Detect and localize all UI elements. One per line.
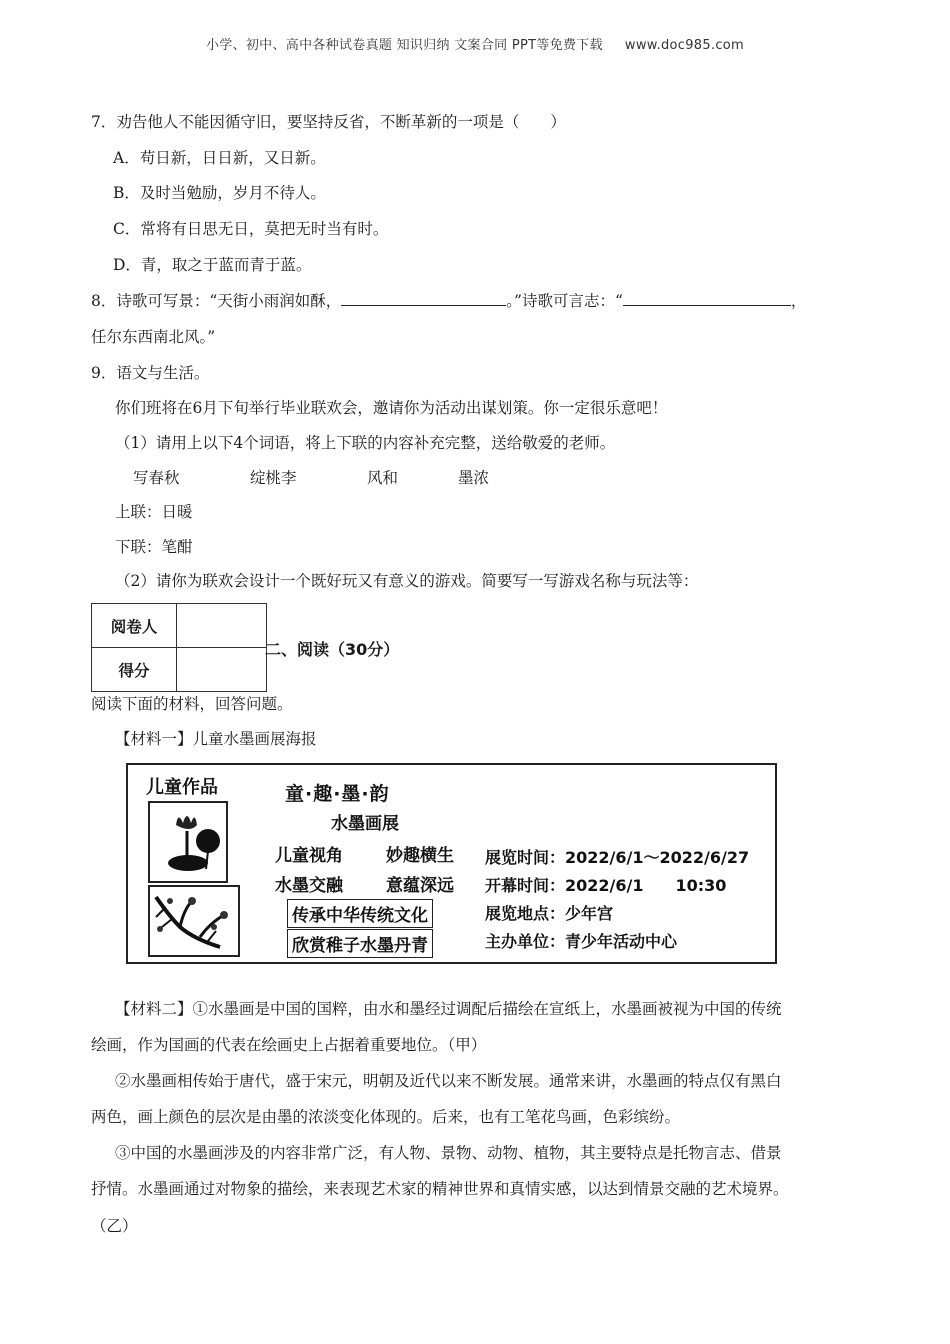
plum-branch-image	[148, 885, 240, 957]
score-table	[91, 603, 267, 692]
lotus-icon	[150, 803, 226, 881]
word-1: 写春秋	[133, 469, 180, 487]
poster-tag-1a: 儿童视角	[275, 846, 343, 866]
score-field[interactable]	[177, 648, 267, 692]
q9-sub2: （2）请你为联欢会设计一个既好玩又有意义的游戏。简要写一写游戏名称与玩法等：	[115, 572, 699, 590]
poster-info-opening: 开幕时间：2022/6/1 10:30	[485, 876, 727, 895]
plum-branch-icon	[150, 887, 238, 955]
poster-stamp-2: 欣赏稚子水墨丹青	[287, 929, 433, 958]
q7-option-a: A．苟日新，日日新，又日新。	[113, 149, 326, 167]
q9-word-list	[0, 466, 600, 490]
poster-tag-1b: 妙趣横生	[386, 846, 454, 866]
q8-line1	[91, 289, 806, 313]
header-title: 小学、初中、高中各种试卷真题 知识归纳 文案合同 PPT等免费下载	[205, 38, 603, 53]
reading-instruction: 阅读下面的材料，回答问题。	[91, 695, 293, 713]
q9-lower-couplet: 下联：笔酣	[115, 538, 193, 556]
poster-subtitle: 水墨画展	[331, 814, 399, 834]
q7-option-b: B．及时当勉励，岁月不待人。	[113, 184, 326, 202]
poster-corner: 儿童作品	[146, 777, 218, 798]
q7-option-c: C．常将有日思无日，莫把无时当有时。	[113, 220, 389, 238]
q8-part3: ，	[790, 292, 807, 310]
q7-option-d: D．青，取之于蓝而青于蓝。	[113, 256, 312, 274]
material2-line-2: 绘画，作为国画的代表在绘画史上占据着重要地位。（甲）	[91, 1036, 487, 1054]
material2-line-5: ③中国的水墨画涉及的内容非常广泛，有人物、景物、动物、植物，其主要特点是托物言志、借景	[115, 1144, 782, 1162]
q9-stem: 9．语文与生活。	[91, 364, 210, 382]
q8-part1: 8．诗歌可写景：“天街小雨润如酥，	[91, 292, 342, 310]
page-header	[0, 34, 950, 53]
material2-line-6: 抒情。水墨画通过对物象的描绘，来表现艺术家的精神世界和真情实感，以达到情景交融的艺术境界。	[91, 1180, 789, 1198]
q8-blank-1[interactable]	[341, 289, 506, 306]
material2-line-7: （乙）	[91, 1217, 138, 1235]
lotus-image	[148, 801, 228, 883]
section-title: 二、阅读（30分）	[265, 640, 400, 659]
q8-part2: 。”诗歌可言志：“	[506, 292, 623, 310]
material1-title: 【材料一】儿童水墨画展海报	[115, 730, 317, 748]
poster-title: 童·趣·墨·韵	[285, 783, 390, 805]
q8-line2: 任尔东西南北风。”	[91, 328, 216, 346]
poster-info-venue: 展览地点：少年宫	[485, 904, 614, 923]
q9-intro: 你们班将在6月下旬举行毕业联欢会，邀请你为活动出谋划策。你一定很乐意吧！	[115, 399, 668, 417]
poster-tag-2a: 水墨交融	[275, 876, 343, 896]
score-label: 得分	[92, 648, 177, 692]
poster-info-time: 展览时间：2022/6/1～2022/6/27	[485, 848, 750, 867]
poster-tag-2b: 意蕴深远	[386, 876, 454, 896]
word-3: 风和	[367, 469, 399, 487]
material2-line-4: 两色，画上颜色的层次是由墨的浓淡变化体现的。后来，也有工笔花鸟画，色彩缤纷。	[91, 1108, 681, 1126]
q8-blank-2[interactable]	[623, 289, 791, 306]
reviewer-field[interactable]	[177, 604, 267, 648]
poster-stamp-1: 传承中华传统文化	[287, 899, 433, 928]
q9-upper-couplet: 上联：日暖	[115, 503, 193, 521]
header-url[interactable]: www.doc985.com	[624, 38, 745, 53]
reviewer-label: 阅卷人	[92, 604, 177, 648]
q9-sub1: （1）请用上以下4个词语，将上下联的内容补充完整，送给敬爱的老师。	[115, 434, 616, 452]
poster-info-organizer: 主办单位：青少年活动中心	[485, 932, 678, 951]
material2-line-3: ②水墨画相传始于唐代，盛于宋元，明朝及近代以来不断发展。通常来讲，水墨画的特点仅有黑白	[115, 1072, 782, 1090]
q7-stem: 7．劝告他人不能因循守旧，要坚持反省，不断革新的一项是（ ）	[91, 113, 566, 131]
material2-line-1: 【材料二】①水墨画是中国的国粹，由水和墨经过调配后描绘在宣纸上，水墨画被视为中国的传统	[115, 1000, 782, 1018]
exhibition-poster	[126, 763, 777, 964]
word-2: 绽桃李	[250, 469, 297, 487]
word-4: 墨浓	[458, 469, 490, 487]
